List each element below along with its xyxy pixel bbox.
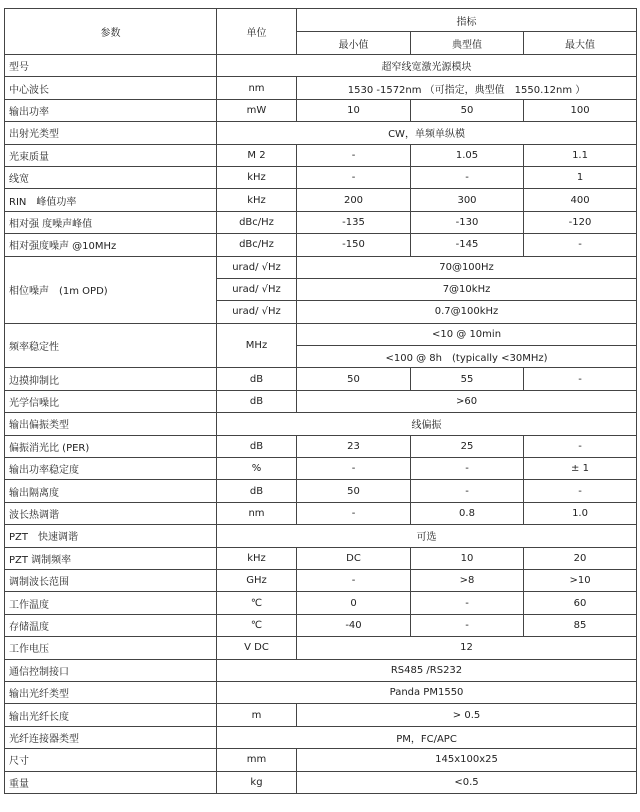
table-row <box>5 122 637 144</box>
row-unit: m <box>217 704 297 726</box>
row-max: -120 <box>524 211 637 233</box>
row-min: -150 <box>297 234 411 256</box>
row-unit: dB <box>217 435 297 457</box>
table-row <box>5 166 637 188</box>
row-value: >60 <box>297 390 637 412</box>
row-label: 型号 <box>5 55 217 77</box>
row-max: 400 <box>524 189 637 211</box>
row-label: 工作温度 <box>5 592 217 614</box>
header-min: 最小值 <box>297 32 411 55</box>
table-row <box>5 458 637 480</box>
row-typ: - <box>411 480 524 502</box>
row-unit: GHz <box>217 569 297 591</box>
row-unit: ℃ <box>217 592 297 614</box>
row-label: 输出偏振类型 <box>5 413 217 435</box>
row-typ: - <box>411 614 524 636</box>
table-row <box>5 256 637 278</box>
row-label: 输出隔离度 <box>5 480 217 502</box>
row-label: 中心波长 <box>5 77 217 99</box>
row-min: - <box>297 569 411 591</box>
row-min: - <box>297 166 411 188</box>
row-typ: >8 <box>411 569 524 591</box>
table-row <box>5 726 637 748</box>
row-typ: 1.05 <box>411 144 524 166</box>
row-unit: urad/ √Hz <box>217 301 297 323</box>
row-min: 0 <box>297 592 411 614</box>
row-value: 超窄线宽激光源模块 <box>217 55 637 77</box>
row-typ: 50 <box>411 99 524 121</box>
header-row <box>5 9 637 32</box>
table-row <box>5 637 637 659</box>
row-typ: 25 <box>411 435 524 457</box>
table-row <box>5 771 637 793</box>
row-label: 偏振消光比 (PER) <box>5 435 217 457</box>
row-unit: MHz <box>217 323 297 368</box>
table-row <box>5 368 637 390</box>
table-row <box>5 704 637 726</box>
row-label: RIN 峰值功率 <box>5 189 217 211</box>
row-typ: -130 <box>411 211 524 233</box>
row-label: PZT 调制频率 <box>5 547 217 569</box>
table-row <box>5 189 637 211</box>
row-value: <10 @ 10min <box>297 323 637 345</box>
row-value: 线偏振 <box>217 413 637 435</box>
row-typ: 300 <box>411 189 524 211</box>
row-min: - <box>297 502 411 524</box>
row-typ: 0.8 <box>411 502 524 524</box>
row-max: 85 <box>524 614 637 636</box>
row-value: 可选 <box>217 525 637 547</box>
row-unit: kg <box>217 771 297 793</box>
table-row <box>5 323 637 345</box>
row-unit: mm <box>217 749 297 771</box>
row-max: 1.0 <box>524 502 637 524</box>
row-typ: 10 <box>411 547 524 569</box>
table-row <box>5 547 637 569</box>
row-label: 通信控制接口 <box>5 659 217 681</box>
row-unit: urad/ √Hz <box>217 256 297 278</box>
table-row <box>5 480 637 502</box>
row-label: 光纤连接器类型 <box>5 726 217 748</box>
row-unit: kHz <box>217 189 297 211</box>
table-row <box>5 525 637 547</box>
table-row <box>5 77 637 99</box>
row-label: 波长热调谐 <box>5 502 217 524</box>
row-value: <0.5 <box>297 771 637 793</box>
row-label: 边摸抑制比 <box>5 368 217 390</box>
row-value: 12 <box>297 637 637 659</box>
header-unit: 单位 <box>217 9 297 55</box>
row-value: RS485 /RS232 <box>217 659 637 681</box>
row-unit: dB <box>217 368 297 390</box>
row-unit: mW <box>217 99 297 121</box>
row-typ: - <box>411 592 524 614</box>
row-unit: dB <box>217 480 297 502</box>
row-label: 相对强度噪声 @10MHz <box>5 234 217 256</box>
table-row <box>5 99 637 121</box>
row-max: - <box>524 368 637 390</box>
header-typ: 典型值 <box>411 32 524 55</box>
row-value: 1530 -1572nm （可指定，典型值 1550.12nm ） <box>297 77 637 99</box>
row-max: - <box>524 234 637 256</box>
row-label: 存储温度 <box>5 614 217 636</box>
row-label: 输出光纤类型 <box>5 681 217 703</box>
row-min: 10 <box>297 99 411 121</box>
row-value: 145x100x25 <box>297 749 637 771</box>
row-max: 20 <box>524 547 637 569</box>
row-min: - <box>297 144 411 166</box>
row-max: - <box>524 435 637 457</box>
table-row <box>5 55 637 77</box>
row-label: 输出功率 <box>5 99 217 121</box>
spec-sheet <box>4 8 637 794</box>
table-row <box>5 569 637 591</box>
header-max: 最大值 <box>524 32 637 55</box>
row-unit: dBc/Hz <box>217 234 297 256</box>
row-value: 70@100Hz <box>297 256 637 278</box>
table-row <box>5 211 637 233</box>
table-row <box>5 435 637 457</box>
header-spec: 指标 <box>297 9 637 32</box>
row-min: -135 <box>297 211 411 233</box>
row-min: 200 <box>297 189 411 211</box>
row-label: 光束质量 <box>5 144 217 166</box>
row-unit: M 2 <box>217 144 297 166</box>
row-min: 23 <box>297 435 411 457</box>
table-row <box>5 592 637 614</box>
row-max: 100 <box>524 99 637 121</box>
row-typ: - <box>411 458 524 480</box>
row-label: 工作电压 <box>5 637 217 659</box>
table-row <box>5 614 637 636</box>
row-max: >10 <box>524 569 637 591</box>
row-typ: 55 <box>411 368 524 390</box>
row-label: 出射光类型 <box>5 122 217 144</box>
row-max: - <box>524 480 637 502</box>
row-unit: nm <box>217 502 297 524</box>
table-row <box>5 390 637 412</box>
row-value: CW，单频单纵模 <box>217 122 637 144</box>
row-min: -40 <box>297 614 411 636</box>
row-unit: dBc/Hz <box>217 211 297 233</box>
table-row <box>5 502 637 524</box>
spec-table <box>4 8 637 794</box>
row-max: 60 <box>524 592 637 614</box>
row-label: PZT 快速调谐 <box>5 525 217 547</box>
row-unit: dB <box>217 390 297 412</box>
row-unit: urad/ √Hz <box>217 278 297 300</box>
row-label: 线宽 <box>5 166 217 188</box>
table-row <box>5 681 637 703</box>
row-label: 光学信噪比 <box>5 390 217 412</box>
row-label: 重量 <box>5 771 217 793</box>
row-unit: ℃ <box>217 614 297 636</box>
table-row <box>5 234 637 256</box>
row-label: 频率稳定性 <box>5 323 217 368</box>
row-label: 输出光纤长度 <box>5 704 217 726</box>
row-max: 1.1 <box>524 144 637 166</box>
row-typ: -145 <box>411 234 524 256</box>
row-label: 相位噪声 (1m OPD) <box>5 256 217 323</box>
table-row <box>5 144 637 166</box>
row-unit: nm <box>217 77 297 99</box>
row-label: 相对强 度噪声峰值 <box>5 211 217 233</box>
row-value: <100 @ 8h (typically <30MHz) <box>297 346 637 368</box>
row-min: DC <box>297 547 411 569</box>
row-unit: V DC <box>217 637 297 659</box>
row-unit: % <box>217 458 297 480</box>
table-row <box>5 413 637 435</box>
row-label: 调制波长范围 <box>5 569 217 591</box>
row-label: 尺寸 <box>5 749 217 771</box>
row-min: 50 <box>297 368 411 390</box>
row-value: 0.7@100kHz <box>297 301 637 323</box>
row-value: > 0.5 <box>297 704 637 726</box>
row-min: - <box>297 458 411 480</box>
table-row <box>5 749 637 771</box>
row-value: Panda PM1550 <box>217 681 637 703</box>
row-label: 输出功率稳定度 <box>5 458 217 480</box>
row-max: ± 1 <box>524 458 637 480</box>
row-value: PM，FC/APC <box>217 726 637 748</box>
row-unit: kHz <box>217 547 297 569</box>
table-row <box>5 659 637 681</box>
row-max: 1 <box>524 166 637 188</box>
row-unit: kHz <box>217 166 297 188</box>
header-param: 参数 <box>5 9 217 55</box>
row-typ: - <box>411 166 524 188</box>
row-min: 50 <box>297 480 411 502</box>
row-value: 7@10kHz <box>297 278 637 300</box>
